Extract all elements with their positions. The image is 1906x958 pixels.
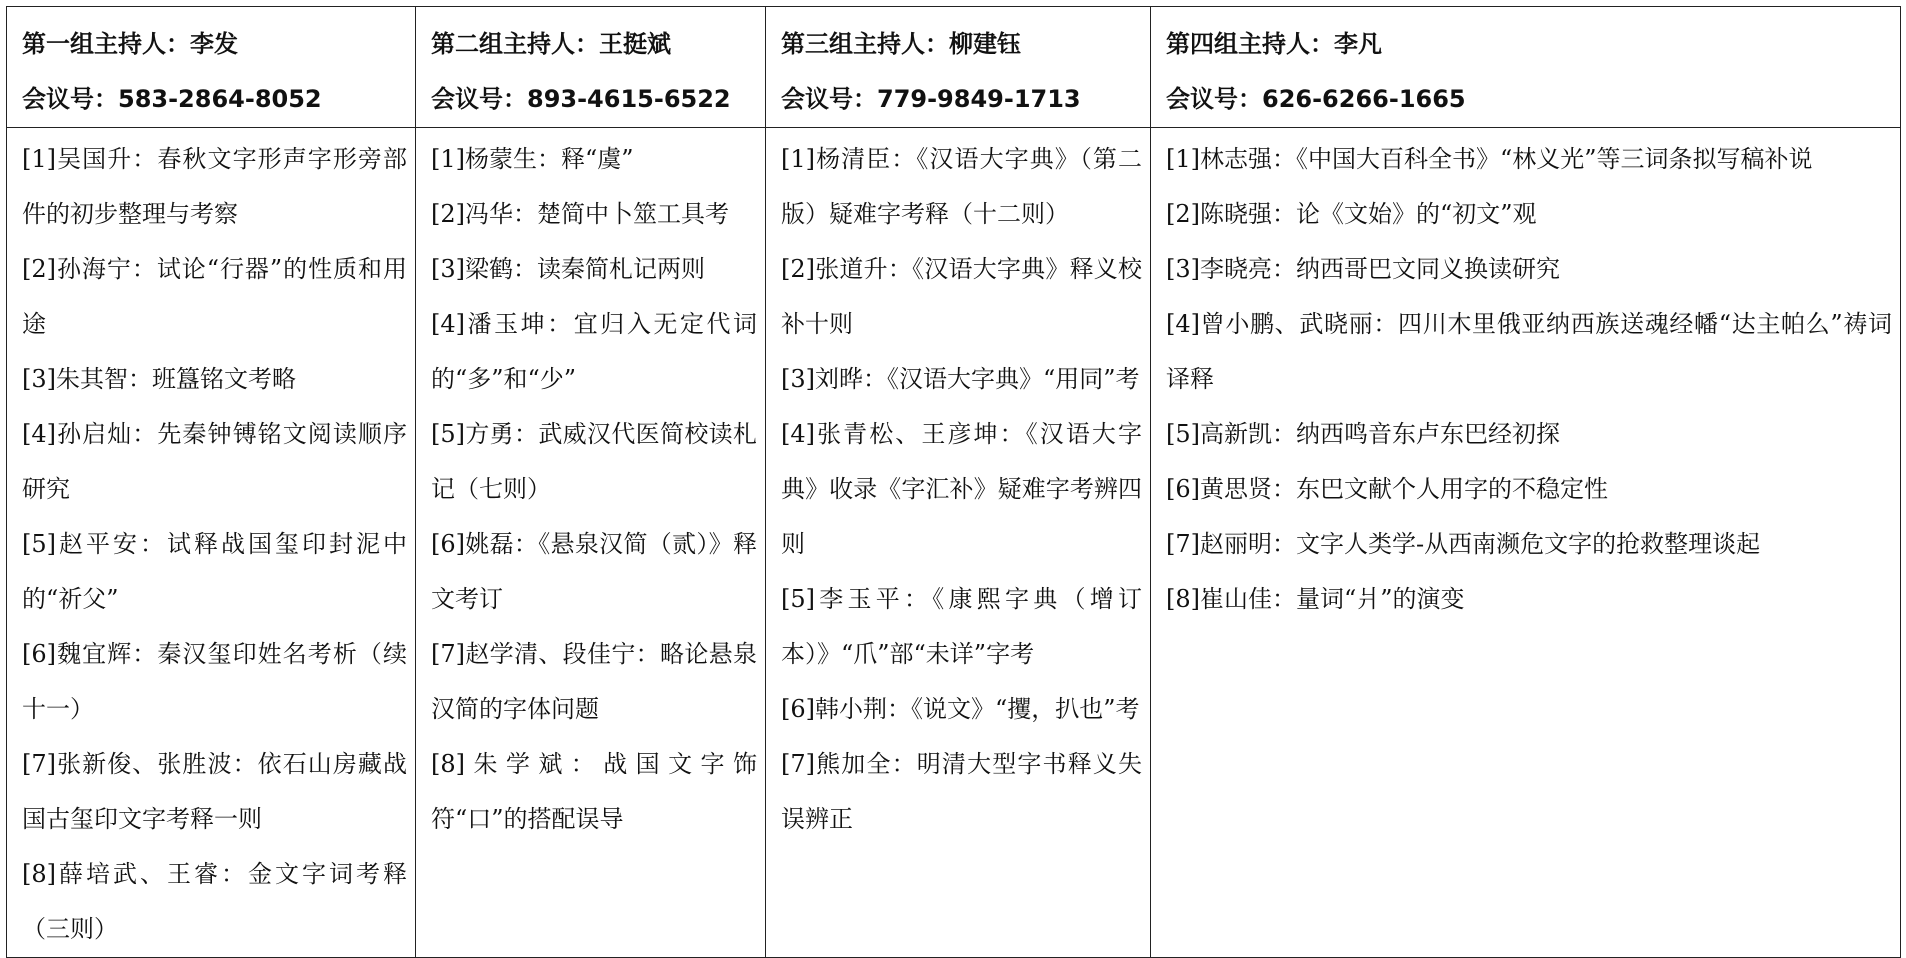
paper-item: [5]赵平安：试释战国玺印封泥中的“祈父”	[22, 530, 407, 613]
group-2-papers	[416, 128, 766, 958]
group-4-meeting-id: 会议号：626-6266-1665	[1166, 85, 1466, 113]
paper-item: [1]杨清臣：《汉语大字典》（第二版）疑难字考释（十二则）	[781, 145, 1142, 228]
papers-row	[7, 128, 1901, 958]
paper-item: [1]林志强：《中国大百科全书》“林义光”等三词条拟写稿补说	[1166, 145, 1813, 173]
group-1-meeting-id: 会议号：583-2864-8052	[22, 85, 322, 113]
group-2-header	[416, 7, 766, 128]
paper-item: [4]曾小鹏、武晓丽：四川木里俄亚纳西族送魂经幡“达主帕么”祷词译释	[1166, 310, 1892, 393]
group-3-host: 第三组主持人：柳建钰	[781, 30, 1021, 58]
paper-item: [5]方勇：武威汉代医简校读札记（七则）	[431, 420, 757, 503]
group-3-header	[766, 7, 1151, 128]
paper-item: [7]赵学清、段佳宁：略论悬泉汉简的字体问题	[431, 640, 757, 723]
paper-item: [8]崔山佳：量词“爿”的演变	[1166, 585, 1465, 613]
group-4-header	[1151, 7, 1901, 128]
paper-item: [6]魏宜辉：秦汉玺印姓名考析（续十一）	[22, 640, 407, 723]
group-4-host: 第四组主持人：李凡	[1166, 30, 1382, 58]
paper-item: [2]孙海宁：试论“行器”的性质和用途	[22, 255, 407, 338]
paper-item: [7]张新俊、张胜波：依石山房藏战国古玺印文字考释一则	[22, 750, 407, 833]
paper-item: [2]陈晓强：论《文始》的“初文”观	[1166, 200, 1537, 228]
group-4-papers	[1151, 128, 1901, 958]
paper-item: [8]朱学斌：战国文字饰符“口”的搭配误导	[431, 750, 757, 833]
group-3-papers	[766, 128, 1151, 958]
paper-item: [3]朱其智：班簋铭文考略	[22, 365, 296, 393]
paper-item: [3]刘晔：《汉语大字典》“用同”考	[781, 365, 1140, 393]
paper-item: [4]张青松、王彦坤：《汉语大字典》收录《字汇补》疑难字考辨四则	[781, 420, 1142, 558]
paper-item: [3]李晓亮：纳西哥巴文同义换读研究	[1166, 255, 1560, 283]
paper-item: [4]潘玉坤：宜归入无定代词的“多”和“少”	[431, 310, 757, 393]
group-1-papers	[7, 128, 416, 958]
group-schedule-table	[6, 6, 1901, 958]
paper-item: [4]孙启灿：先秦钟镈铭文阅读顺序研究	[22, 420, 407, 503]
paper-item: [6]姚磊：《悬泉汉简（贰）》释文考订	[431, 530, 757, 613]
header-row	[7, 7, 1901, 128]
paper-item: [6]黄思贤：东巴文献个人用字的不稳定性	[1166, 475, 1608, 503]
paper-item: [7]赵丽明：文字人类学-从西南濒危文字的抢救整理谈起	[1166, 530, 1761, 558]
paper-item: [1]杨蒙生：释“虞”	[431, 145, 634, 173]
paper-item: [6]韩小荆：《说文》“攫，扒也”考	[781, 695, 1140, 723]
group-2-meeting-id: 会议号：893-4615-6522	[431, 85, 731, 113]
paper-item: [3]梁鹤：读秦简札记两则	[431, 255, 705, 283]
group-1-header	[7, 7, 416, 128]
paper-item: [5]高新凯：纳西鸣音东卢东巴经初探	[1166, 420, 1560, 448]
paper-item: [2]冯华：楚简中卜筮工具考	[431, 200, 729, 228]
paper-item: [5]李玉平：《康熙字典（增订本）》“爪”部“未详”字考	[781, 585, 1142, 668]
group-1-host: 第一组主持人：李发	[22, 30, 238, 58]
paper-item: [2]张道升：《汉语大字典》释义校补十则	[781, 255, 1142, 338]
paper-item: [8]薛培武、王睿：金文字词考释（三则）	[22, 860, 407, 943]
paper-item: [1]吴国升：春秋文字形声字形旁部件的初步整理与考察	[22, 145, 407, 228]
paper-item: [7]熊加全：明清大型字书释义失误辨正	[781, 750, 1142, 833]
group-2-host: 第二组主持人：王挺斌	[431, 30, 671, 58]
group-3-meeting-id: 会议号：779-9849-1713	[781, 85, 1081, 113]
